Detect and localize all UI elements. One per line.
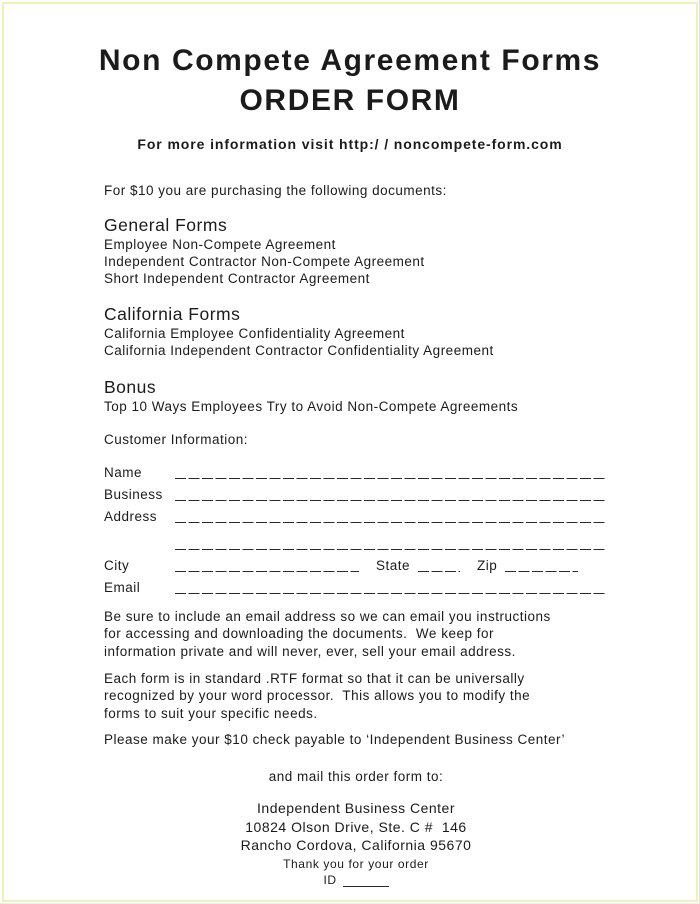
name-blank-line bbox=[175, 467, 605, 480]
order-id-blank-line bbox=[343, 875, 389, 887]
list-item: Short Independent Contractor Agreement bbox=[104, 270, 370, 286]
city-blank-line bbox=[175, 560, 359, 573]
mailing-recipient: Independent Business Center bbox=[257, 799, 455, 816]
mailing-city-state-zip: Rancho Cordova, California 95670 bbox=[240, 837, 472, 854]
customer-information-label: Customer Information: bbox=[104, 431, 249, 447]
paragraph-line: for accessing and downloading the documents. We keep for bbox=[104, 626, 494, 642]
payment-note bbox=[104, 731, 608, 749]
address2-field-row bbox=[104, 524, 608, 551]
section-heading: California Forms bbox=[104, 304, 241, 325]
paragraph-line: Please make your $10 check payable to ‘Independent Business Center’ bbox=[104, 732, 566, 748]
email-note-paragraph bbox=[104, 608, 608, 661]
business-blank-line bbox=[175, 489, 605, 502]
document-title-line1: Non Compete Agreement Forms bbox=[98, 44, 602, 77]
paragraph-line: recognized by your word processor. This allows you to modify the bbox=[104, 688, 531, 704]
city-label: City bbox=[104, 557, 130, 573]
customer-form bbox=[104, 458, 608, 595]
document-body bbox=[104, 183, 608, 887]
name-field-row bbox=[104, 458, 608, 480]
list-item: California Independent Contractor Confidentiality Agreement bbox=[104, 343, 494, 359]
format-note-paragraph bbox=[104, 670, 608, 723]
paragraph-line: Be sure to include an email address so we can email you instructions bbox=[104, 608, 551, 624]
mailing-street: 10824 Olson Drive, Ste. C # 146 bbox=[245, 818, 467, 835]
email-field-row bbox=[104, 573, 608, 595]
email-label: Email bbox=[104, 579, 141, 595]
order-id-row bbox=[104, 873, 608, 887]
paragraph-line: information private and will never, ever, sell your email address. bbox=[104, 643, 516, 659]
zip-blank-line bbox=[505, 560, 578, 573]
order-id-label: ID bbox=[323, 872, 337, 887]
name-label: Name bbox=[104, 464, 143, 480]
section-general-forms bbox=[104, 214, 608, 287]
list-item: Employee Non-Compete Agreement bbox=[104, 237, 336, 252]
state-label: State bbox=[376, 557, 411, 573]
section-heading: Bonus bbox=[104, 376, 157, 397]
section-bonus bbox=[104, 376, 608, 416]
paragraph-line: forms to suit your specific needs. bbox=[104, 705, 318, 721]
business-field-row bbox=[104, 480, 608, 502]
list-item: Independent Contractor Non-Compete Agreement bbox=[104, 253, 425, 269]
state-blank-line bbox=[418, 560, 460, 573]
address2-blank-line bbox=[175, 538, 605, 551]
paragraph-line: Each form is in standard .RTF format so that it can be universally bbox=[104, 670, 525, 686]
thank-you-text: Thank you for your order bbox=[283, 856, 429, 871]
mailing-address-block bbox=[104, 799, 608, 855]
city-state-zip-row bbox=[104, 551, 608, 573]
address-label: Address bbox=[104, 508, 158, 524]
section-heading: General Forms bbox=[104, 215, 228, 235]
document-subtitle-url: For more information visit http:/ / noncompete-form.com bbox=[137, 136, 563, 152]
document-title-line2: ORDER FORM bbox=[239, 84, 461, 117]
list-item: Top 10 Ways Employees Try to Avoid Non-Compete Agreements bbox=[104, 398, 519, 414]
zip-label: Zip bbox=[477, 557, 498, 573]
mailing-lead-text: and mail this order form to: bbox=[268, 768, 444, 784]
business-label: Business bbox=[104, 486, 163, 502]
intro-text: For $10 you are purchasing the following documents: bbox=[104, 183, 447, 198]
address-blank-line bbox=[175, 511, 605, 524]
section-california-forms bbox=[104, 303, 608, 360]
email-blank-line bbox=[175, 582, 605, 595]
list-item: California Employee Confidentiality Agreement bbox=[104, 326, 405, 342]
address-field-row bbox=[104, 502, 608, 524]
